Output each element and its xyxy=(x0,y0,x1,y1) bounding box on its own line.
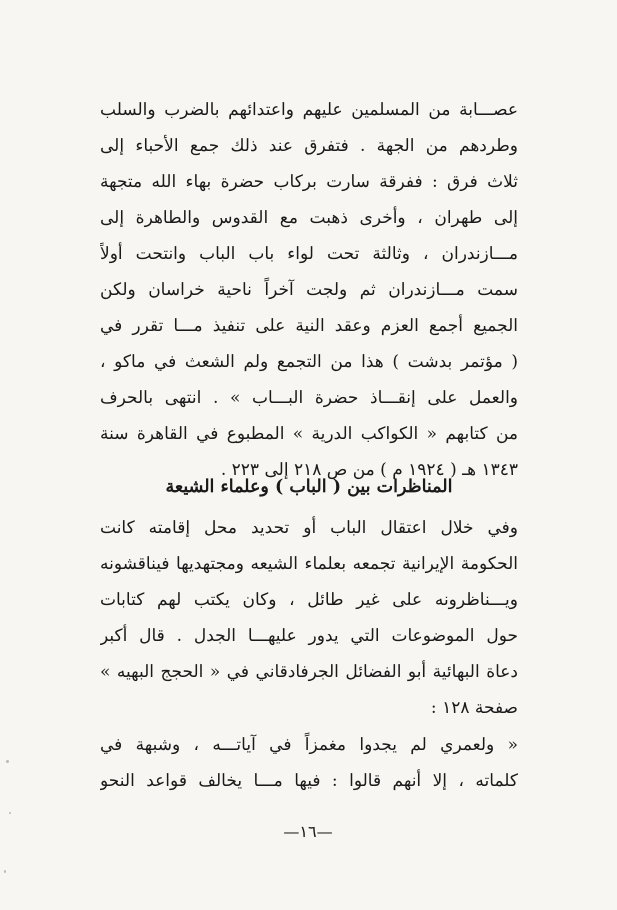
text-line: إلى طهران ، وأخرى ذهبت مع القدوس والطاهرة إلى xyxy=(100,208,518,228)
text-line: دعاة البهائية أبو الفضائل الجرفادقاني في « الحجج البهيه » xyxy=(100,662,518,682)
paper-speck xyxy=(6,760,9,763)
text-line: وفي خلال اعتقال الباب أو تحديد محل إقامته كانت xyxy=(100,518,518,538)
text-line: سمت مـــازندران ثم ولجت آخراً ناحية خراسان ولكن xyxy=(100,280,518,300)
text-line: ١٣٤٣ هـ ( ١٩٢٤ م ) من ص ٢١٨ إلى ٢٢٣ . xyxy=(220,460,518,480)
text-line: عصـــابة من المسلمين عليهم واعتدائهم بالضرب والسلب xyxy=(100,100,518,120)
text-line: ويـــناظرونه على غير طائل ، وكان يكتب لهم كتابات xyxy=(100,590,518,610)
section-heading: المناظرات بين ( الباب ) وعلماء الشيعة xyxy=(165,477,453,497)
paragraph-continuation xyxy=(100,92,518,488)
text-line: مـــازندران ، وثالثة تحت لواء باب الباب وانتحت أولاً xyxy=(100,244,518,264)
paper-speck xyxy=(4,870,6,873)
text-line: ثلاث فرق : ففرقة سارت بركاب حضرة بهاء الله متجهة xyxy=(100,172,518,192)
text-line: الجميع أجمع العزم وعقد النية على تنفيذ مـــا تقرر في xyxy=(100,316,518,336)
text-line: من كتابهم « الكواكب الدرية » المطبوع في القاهرة سنة xyxy=(100,424,518,444)
text-line: الحكومة الإيرانية تجمعه بعلماء الشيعه ومجتهديها فيناقشونه xyxy=(100,554,518,574)
text-line: وطردهم من الجهة . فتفرق عند ذلك جمع الأحباء إلى xyxy=(100,136,518,156)
text-line: والعمل على إنقـــاذ حضرة البـــاب » . انتهى بالحرف xyxy=(100,388,518,408)
paragraph-quote xyxy=(100,727,518,799)
text-line: « ولعمري لم يجدوا مغمزاً في آياتـــه ، وشبهة في xyxy=(100,735,518,755)
text-line: كلماته ، إلا أنهم قالوا : فيها مـــا يخالف قواعد النحو xyxy=(100,771,518,791)
page-number: —١٦— xyxy=(283,822,333,841)
paper-speck xyxy=(9,812,11,814)
text-line: صفحة ١٢٨ : xyxy=(430,698,518,718)
text-line: ( مؤتمر بدشت ) هذا من التجمع ولم الشعث في ماكو ، xyxy=(100,352,518,372)
paragraph-debates xyxy=(100,510,518,726)
text-line: حول الموضوعات التي يدور عليهـــا الجدل . قال أكبر xyxy=(100,626,518,646)
